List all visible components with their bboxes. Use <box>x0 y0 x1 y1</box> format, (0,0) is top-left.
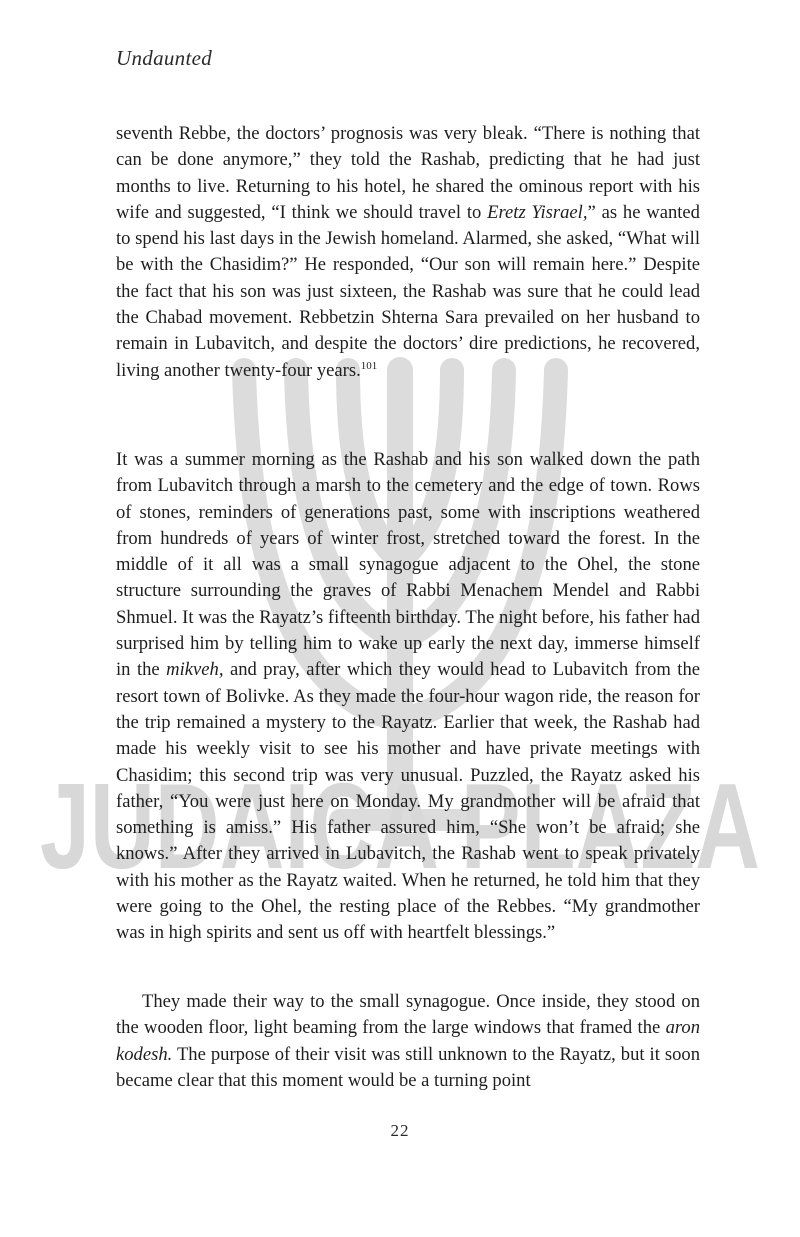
paragraph-3-text-a: They made their way to the small synagogue. Once inside, they stood on the wooden floor, light beaming from the large windows that framed the <box>116 991 700 1039</box>
watermark-text: JUDAICA PLAZA <box>40 758 760 894</box>
paragraph-1-italic: Eretz Yisrael, <box>487 201 588 223</box>
paragraph-3-italic: aron kodesh. <box>116 1017 700 1065</box>
paragraph-1-text-b: ” as he wanted to spend his last days in the Jewish homeland. Alarmed, she asked, “What will be with the Chasidim?” He responded, “Our son will remain here.” Despite the fact that his son was just sixteen, the Rashab was sure that he could lead the Chabad movement. Rebbetzin Shterna Sara prevailed on her husband to remain in Lubavitch, and despite the doctors’ dire predictions, he recovered, living another twenty-four years. <box>116 201 700 381</box>
paragraph-1 <box>116 121 700 384</box>
paragraph-2-italic: mikveh, <box>166 659 224 681</box>
paragraph-2 <box>116 447 700 947</box>
page-number: 22 <box>390 1121 410 1140</box>
paragraph-2-text-b: and pray, after which they would head to Lubavitch from the resort town of Bolivke. As they made the four-hour wagon ride, the reason for the trip remained a mystery to the Rayatz. Earlier that week, the Rashab had made his weekly visit to see his mother and have private meetings with Chasidim; this second trip was very unusual. Puzzled, the Rayatz asked his father, “You were just here on Monday. My grandmother will be afraid that something is amiss.” His father assured him, “She won’t be afraid; she knows.” After they arrived in Lubavitch, the Rashab went to speak privately with his mother as the Rayatz waited. When he returned, he told him that they were going to the Ohel, the resting place of the Rebbes. “My grandmother was in high spirits and sent us off with heartfelt blessings.” <box>116 659 700 944</box>
paragraph-3-text-b: The purpose of their visit was still unknown to the Rayatz, but it soon became clear that this moment would be a turning point <box>116 1043 700 1091</box>
paragraph-2-text-a: It was a summer morning as the Rashab and his son walked down the path from Lubavitch through a marsh to the cemetery and the edge of town. Rows of stones, reminders of generations past, some with inscriptions weathered from hundreds of years of winter frost, stretched toward the forest. In the middle of it all was a small synagogue adjacent to the Ohel, the stone structure surrounding the graves of Rabbi Menachem Mendel and Rabbi Shmuel. It was the Rayatz’s fifteenth birthday. The night before, his father had surprised him by telling him to wake up early the next day, immerse himself in the <box>116 449 700 681</box>
paragraph-3 <box>116 989 700 1094</box>
running-head: Undaunted <box>116 46 213 70</box>
footnote-marker[interactable]: 101 <box>360 359 378 372</box>
paragraph-1-text-a: seventh Rebbe, the doctors’ prognosis was very bleak. “There is nothing that can be done anymore,” they told the Rashab, predicting that he had just months to live. Returning to his hotel, he shared the ominous report with his wife and suggested, “I think we should travel to <box>116 123 700 223</box>
